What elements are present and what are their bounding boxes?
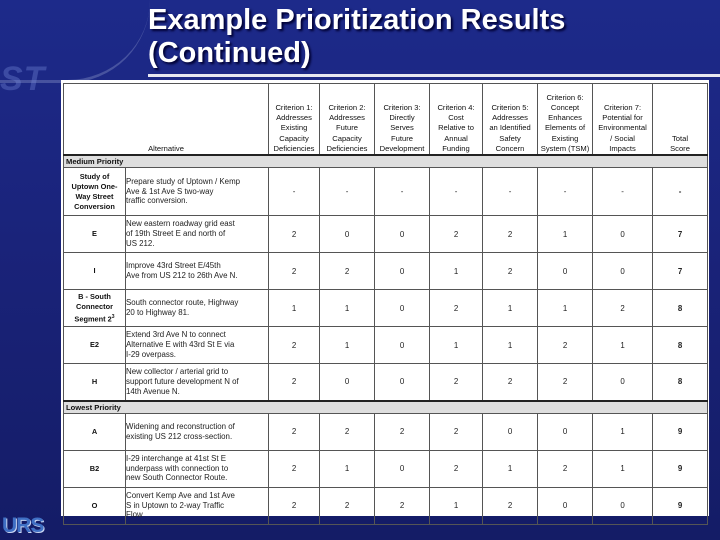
slide-title (148, 4, 708, 70)
criterion-2-score: 0 (320, 216, 375, 253)
alternative-description: I-29 interchange at 41st St E underpass with connection to new South Connector Route. (126, 450, 269, 487)
header-total-score: Total Score (653, 84, 708, 156)
alternative-label: B - South Connector Segment 2 (74, 291, 113, 324)
alternative-label: E (92, 229, 97, 238)
results-panel (61, 80, 709, 520)
alternative-description: Widening and reconstruction of existing US 212 cross-section. (126, 413, 269, 450)
table-row (64, 364, 708, 401)
criterion-7-score: 0 (593, 216, 653, 253)
criterion-6-score: 2 (538, 450, 593, 487)
criterion-5-score: 2 (483, 487, 538, 524)
criterion-2-score: 1 (320, 327, 375, 364)
table-row (64, 487, 708, 524)
criterion-6-score: 0 (538, 413, 593, 450)
criterion-2-score: 1 (320, 450, 375, 487)
alternative-label: B2 (89, 463, 100, 473)
criterion-3-score: 0 (375, 327, 430, 364)
criterion-1-score: 2 (269, 327, 320, 364)
criterion-6-score: 1 (538, 290, 593, 327)
total-score-cell: - (653, 168, 708, 216)
criterion-4-score: 2 (430, 413, 483, 450)
criterion-4-score: 2 (430, 364, 483, 401)
criterion-5-score: - (483, 168, 538, 216)
header-criterion-3: Criterion 3: Directly Serves Future Development (375, 84, 430, 156)
slide-title-line-1: Example Prioritization Results (148, 4, 566, 36)
section-row (64, 155, 708, 168)
criterion-4-score: 2 (430, 290, 483, 327)
alternative-label: H (91, 376, 98, 386)
criterion-4-score: 2 (430, 450, 483, 487)
prioritization-table (63, 83, 708, 525)
criterion-4-score: 2 (430, 216, 483, 253)
criterion-6-score: 1 (538, 216, 593, 253)
title-divider (148, 74, 720, 77)
criterion-1-score: 2 (269, 216, 320, 253)
table-row (64, 290, 708, 327)
alternative-description: New collector / arterial grid to support future development N of 14th Avenue N. (126, 364, 269, 401)
alternative-description: Prepare study of Uptown / Kemp Ave & 1st Ave S two-way traffic conversion. (126, 168, 269, 216)
total-score-cell: 9 (653, 487, 708, 524)
criterion-6-score: 0 (538, 253, 593, 290)
criterion-5-score: 0 (483, 413, 538, 450)
total-score-cell: 9 (653, 450, 708, 487)
criterion-5-score: 1 (483, 327, 538, 364)
criterion-3-score: 0 (375, 450, 430, 487)
table-row (64, 253, 708, 290)
section-label: Medium Priority (64, 155, 708, 168)
alternative-label: Study of Uptown One- Way Street Conversion (71, 171, 118, 211)
header-criterion-1: Criterion 1: Addresses Existing Capacity Deficiencies (269, 84, 320, 156)
alternative-id (64, 413, 126, 450)
criterion-3-score: 0 (375, 253, 430, 290)
urs-logo (2, 514, 62, 538)
criterion-6-score: - (538, 168, 593, 216)
criterion-5-score: 2 (483, 216, 538, 253)
total-score-cell: 9 (653, 413, 708, 450)
alternative-id (64, 168, 126, 216)
alternative-label: A (91, 426, 98, 436)
criterion-7-score: 0 (593, 487, 653, 524)
criterion-7-score: 1 (593, 450, 653, 487)
criterion-7-score: 0 (593, 364, 653, 401)
total-score-cell: 8 (653, 327, 708, 364)
alternative-description: New eastern roadway grid east of 19th Street E and north of US 212. (126, 216, 269, 253)
alternative-id (64, 327, 126, 364)
table-row (64, 216, 708, 253)
header-criterion-7: Criterion 7: Potential for Environmental / Social Impacts (593, 84, 653, 156)
criterion-3-score: 2 (375, 487, 430, 524)
criterion-2-score: 1 (320, 290, 375, 327)
criterion-3-score: - (375, 168, 430, 216)
total-score-cell: 7 (653, 253, 708, 290)
criterion-6-score: 2 (538, 327, 593, 364)
alternative-description: South connector route, Highway 20 to Highway 81. (126, 290, 269, 327)
alternative-id (64, 253, 126, 290)
criterion-7-score: 2 (593, 290, 653, 327)
criterion-1-score: 2 (269, 364, 320, 401)
alternative-description: Improve 43rd Street E/45th Ave from US 212 to 26th Ave N. (126, 253, 269, 290)
header-criterion-5: Criterion 5: Addresses an Identified Safety Concern (483, 84, 538, 156)
table-body (64, 155, 708, 524)
criterion-4-score: - (430, 168, 483, 216)
criterion-1-score: 2 (269, 413, 320, 450)
criterion-7-score: 1 (593, 413, 653, 450)
criterion-3-score: 2 (375, 413, 430, 450)
criterion-4-score: 1 (430, 327, 483, 364)
total-score-cell: 8 (653, 290, 708, 327)
criterion-2-score: - (320, 168, 375, 216)
criterion-5-score: 1 (483, 290, 538, 327)
criterion-1-score: 2 (269, 487, 320, 524)
alternative-id (64, 216, 126, 253)
criterion-3-score: 0 (375, 216, 430, 253)
criterion-5-score: 2 (483, 364, 538, 401)
criterion-1-score: 2 (269, 450, 320, 487)
header-criterion-4: Criterion 4: Cost Relative to Annual Funding (430, 84, 483, 156)
background-watermark: ST (0, 60, 46, 98)
alternative-id (64, 450, 126, 487)
table-row (64, 413, 708, 450)
table-row (64, 168, 708, 216)
header-alternative: Alternative (64, 84, 269, 156)
slide-title-line-2: (Continued) (148, 37, 311, 69)
total-score-cell: 8 (653, 364, 708, 401)
criterion-6-score: 0 (538, 487, 593, 524)
alternative-label: E2 (89, 340, 100, 349)
criterion-7-score: 0 (593, 253, 653, 290)
alternative-description: Convert Kemp Ave and 1st Ave S in Uptown to 2-way Traffic Flow (126, 487, 269, 524)
criterion-2-score: 0 (320, 364, 375, 401)
criterion-4-score: 1 (430, 487, 483, 524)
alternative-label: I (93, 266, 96, 275)
criterion-3-score: 0 (375, 364, 430, 401)
criterion-2-score: 2 (320, 487, 375, 524)
criterion-1-score: - (269, 168, 320, 216)
header-row (64, 84, 708, 156)
criterion-1-score: 2 (269, 253, 320, 290)
alternative-description: Extend 3rd Ave N to connect Alternative E with 43rd St E via I-29 overpass. (126, 327, 269, 364)
alternative-label: O (91, 500, 98, 510)
criterion-5-score: 2 (483, 253, 538, 290)
alternative-id (64, 487, 126, 524)
alternative-id (64, 364, 126, 401)
header-criterion-2: Criterion 2: Addresses Future Capacity Deficiencies (320, 84, 375, 156)
logo-text: URS (2, 514, 44, 537)
header-criterion-6: Criterion 6: Concept Enhances Elements of Existing System (TSM) (538, 84, 593, 156)
criterion-2-score: 2 (320, 253, 375, 290)
table-header (64, 84, 708, 156)
criterion-1-score: 1 (269, 290, 320, 327)
criterion-7-score: - (593, 168, 653, 216)
criterion-5-score: 1 (483, 450, 538, 487)
section-label: Lowest Priority (64, 401, 708, 414)
table-row (64, 327, 708, 364)
section-row (64, 401, 708, 414)
footnote-marker: 3 (111, 313, 115, 320)
table-row (64, 450, 708, 487)
criterion-4-score: 1 (430, 253, 483, 290)
criterion-2-score: 2 (320, 413, 375, 450)
alternative-id (64, 290, 126, 327)
criterion-7-score: 1 (593, 327, 653, 364)
total-score-cell: 7 (653, 216, 708, 253)
criterion-6-score: 2 (538, 364, 593, 401)
criterion-3-score: 0 (375, 290, 430, 327)
